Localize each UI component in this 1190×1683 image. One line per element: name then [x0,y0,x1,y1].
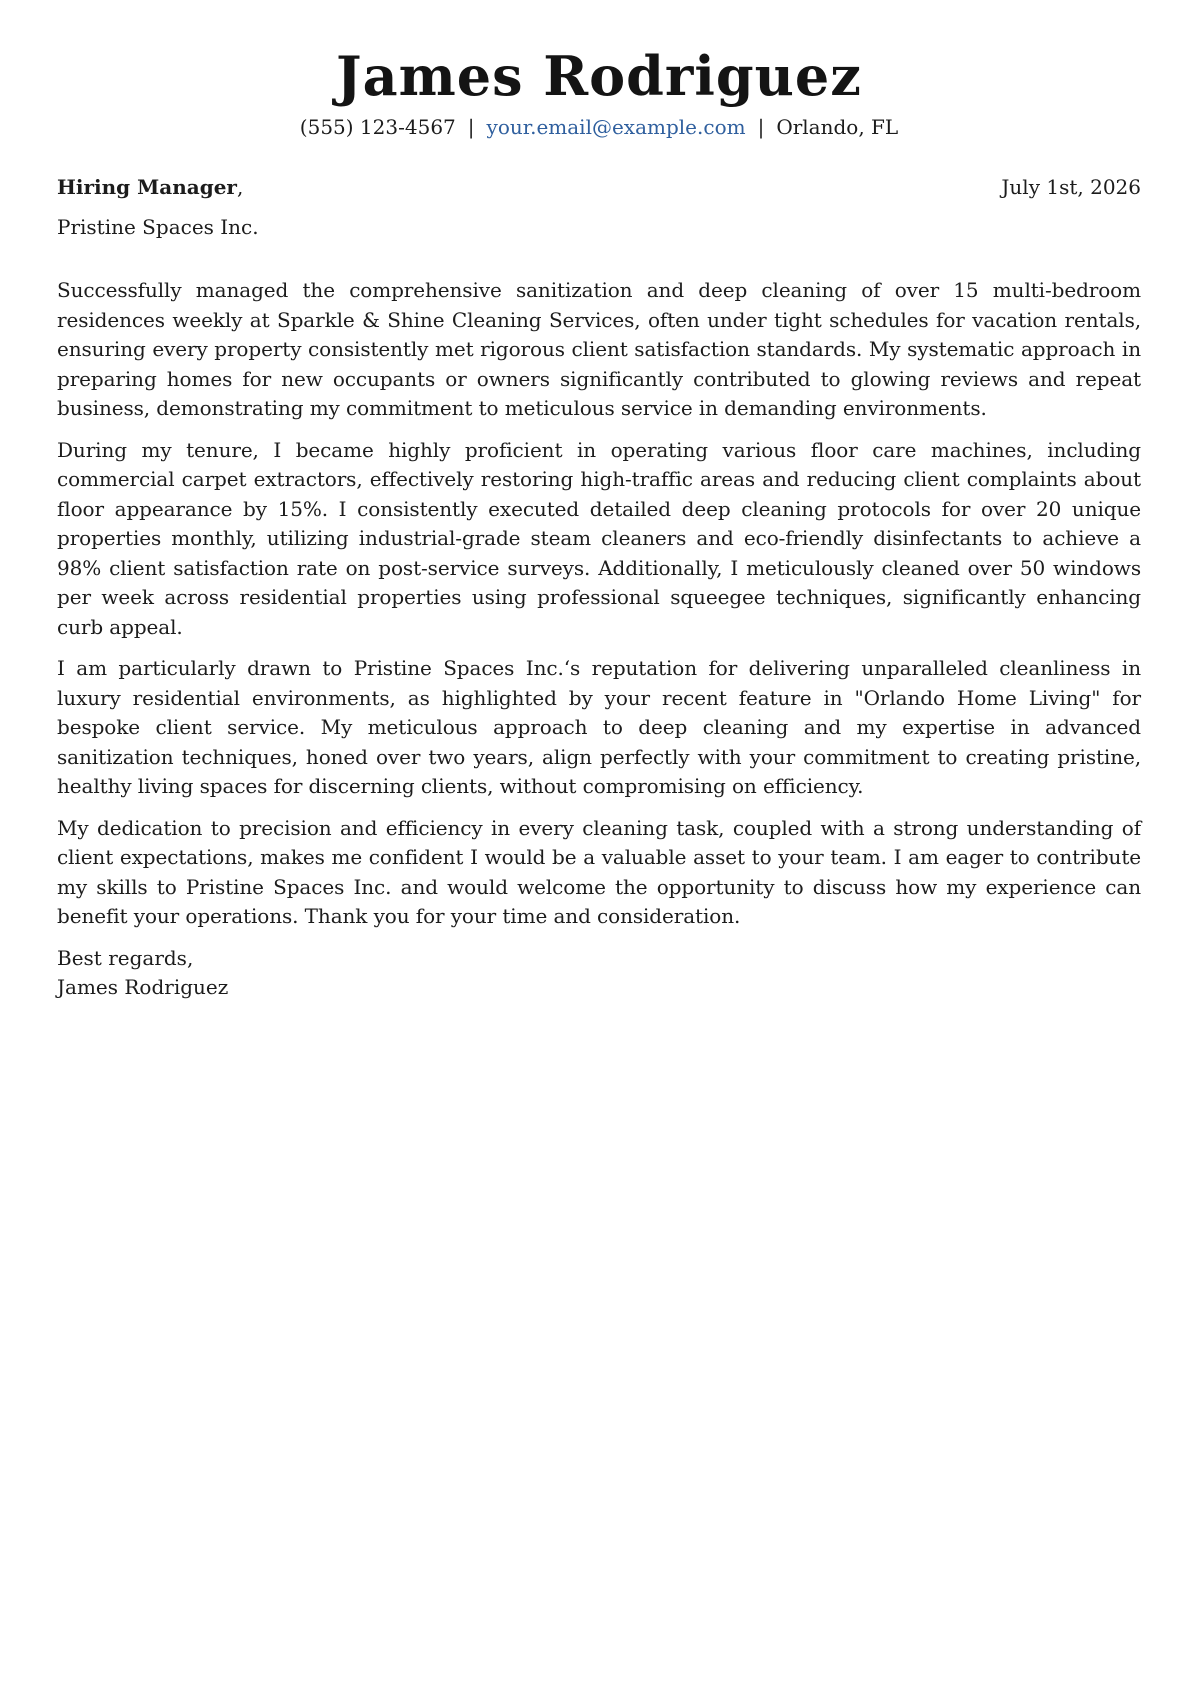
recipient-company: Pristine Spaces Inc. [57,215,259,239]
email-link[interactable]: your.email@example.com [486,115,746,139]
signature-name: James Rodriguez [57,974,229,999]
recipient-row [57,174,1141,200]
cover-letter-page [57,0,1141,1002]
body-paragraph: I am particularly drawn to Pristine Spaces Inc.‘s reputation for delivering unparalleled cleanliness in luxury residential environments, as highlighted by your recent feature in "Orlando Home Living" for bespoke client service. My meticulous approach to deep cleaning and my expertise in advanced sanitization techniques, honed over two years, align perfectly with your commitment to creating pristine, healthy living spaces for discerning clients, without compromising on efficiency. [57,656,1141,798]
phone-number: (555) 123-4567 [299,115,456,139]
closing-block [57,944,1141,1002]
letter-body [57,276,1141,932]
signoff: Best regards, [57,945,194,970]
body-paragraph: Successfully managed the comprehensive sanitization and deep cleaning of over 15 multi-bedroom residences weekly at Sparkle & Shine Cleaning Services, often under tight schedules for vacation rentals, ensuring every property consistently met rigorous client satisfaction standards. My systematic approach in preparing homes for new occupants or owners significantly contributed to glowing reviews and repeat business, demonstrating my commitment to meticulous service in demanding environments. [57,278,1141,420]
recipient-name: Hiring Manager [57,175,237,199]
salutation [57,174,243,200]
body-paragraph: My dedication to precision and efficiency in every cleaning task, coupled with a strong understanding of client expectations, makes me confident I would be a valuable asset to your team. I am eager to contribute my skills to Pristine Spaces Inc. and would welcome the opportunity to discuss how my experience can benefit your operations. Thank you for your time and consideration. [57,815,1141,928]
letter-date: July 1st, 2026 [1001,175,1141,199]
body-paragraph: During my tenure, I became highly proficient in operating various floor care machines, including commercial carpet extractors, effectively restoring high-traffic areas and reducing client complaints about floor appearance by 15%. I consistently executed detailed deep cleaning protocols for over 20 unique properties monthly, utilizing industrial-grade steam cleaners and eco-friendly disinfectants to achieve a 98% client satisfaction rate on post-service surveys. Additionally, I meticulously cleaned over 50 windows per week across residential properties using professional squeegee techniques, significantly enhancing curb appeal. [57,437,1141,639]
contact-separator: | [757,115,765,139]
contact-line [57,114,1141,140]
location: Orlando, FL [776,115,899,139]
contact-separator: | [467,115,475,139]
applicant-name: James Rodriguez [336,44,862,108]
salutation-punctuation: , [236,175,244,199]
